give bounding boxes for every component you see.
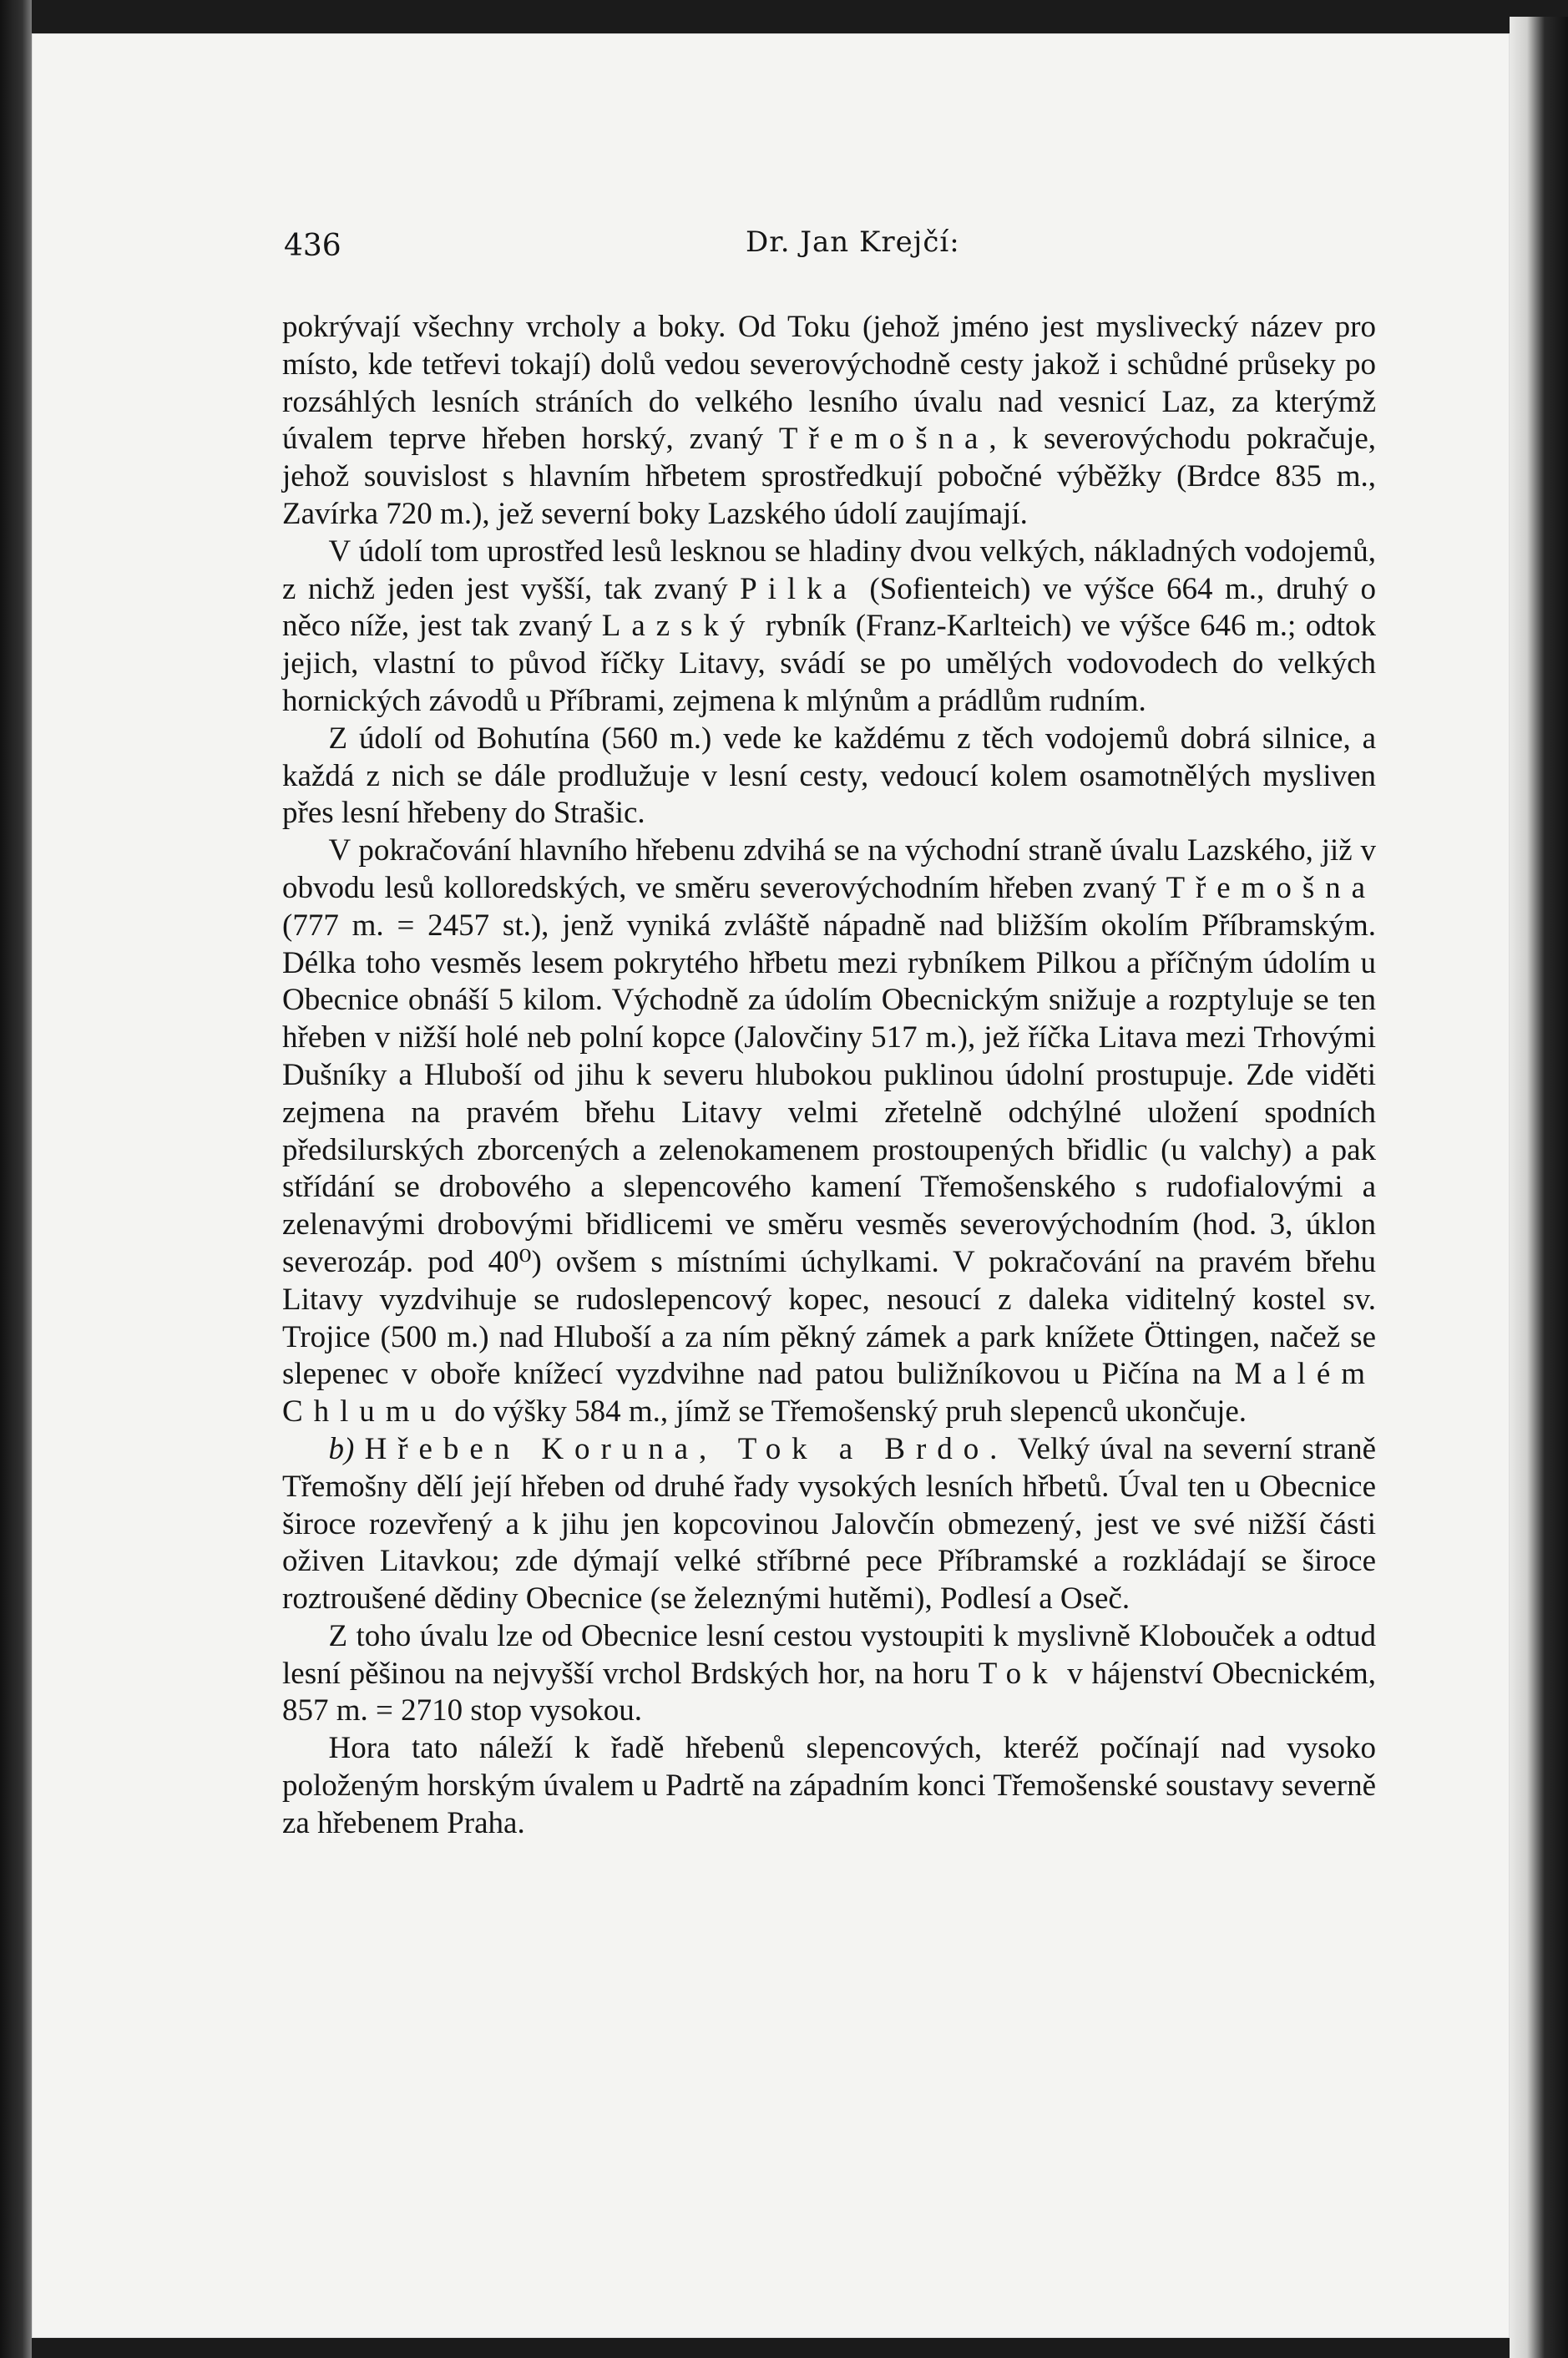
section-heading: Hřeben Koruna, Tok a Brdo.: [364, 1431, 1009, 1466]
spaced-term: Tok: [978, 1656, 1059, 1691]
book-page: [32, 33, 1510, 2338]
book-gutter-left: [0, 0, 32, 2358]
spaced-term: Malém Chlumu: [282, 1357, 1376, 1429]
paragraph-3: Z údolí od Bohutína (560 m.) vede ke každému z těch vodojemů dobrá silnice, a každá z nich se dále prodlužuje v lesní cesty, vedoucí kolem osamotnělých mysliven přes lesní hřebeny do Strašic.: [282, 721, 1376, 831]
spaced-term: Třemošna: [778, 422, 989, 457]
paragraph-5: b) Hřeben Koruna, Tok a Brdo. Velký úval na severní straně Třemošny dělí její hřeben od druhé řady vysokých lesních hřbetů. Úval ten u Obecnice široce rozevřený a k jihu jen kopcovinou Jalovčín obmezený, jest ve své nižší části oživen Litavkou; zde dýmají velké stříbrné pece Příbramské a rozkládají se široce roztroušené dědiny Obecnice (se železnými hutěmi), Podlesí a Oseč.: [282, 1431, 1377, 1617]
paragraph-2: V údolí tom uprostřed lesů lesknou se hladiny dvou velkých, nákladných vodojemů, z nichž jeden jest vyšší, tak zvaný Pilka (Sofienteich) ve výšce 664 m., druhý o něco níže, jest tak zvaný Lazský rybník (Franz-Karlteich) ve výšce 646 m.; odtok jejich, vlastní to původ říčky Litavy, svádí se po umělých vodovodech do velkých hornických závodů u Příbrami, zejmena k mlýnům a prádlům rudním.: [282, 534, 1376, 718]
section-label: b): [328, 1431, 355, 1466]
book-page-edge-right: [1510, 17, 1568, 2358]
body-text: [282, 309, 1376, 1843]
spaced-term: Lazský: [601, 609, 756, 644]
paragraph-1: pokrývají všechny vrcholy a boky. Od Toku (jehož jméno jest myslivecký název pro místo, kde tetřevi tokají) dolů vedou severovýchodně cesty jakož i schůdné průseky po rozsáhlých lesních stráních do velkého lesního úvalu nad vesnicí Laz, za kterýmž úvalem teprve hřeben horský, zvaný Třemošna, k severovýchodu pokračuje, jehož souvislost s hlavním hřbetem sprostředkují pobočné výběžky (Brdce 835 m., Zavírka 720 m.), jež severní boky Lazského údolí zaujímají.: [282, 310, 1376, 531]
spaced-term: Třemošna: [1166, 870, 1376, 905]
paragraph-6: Z toho úvalu lze od Obecnice lesní cestou vystoupiti k myslivně Klobouček a odtud lesní pěšinou na nejvyšší vrchol Brdských hor, na horu Tok v hájenství Obecnickém, 857 m. = 2710 stop vysokou.: [282, 1618, 1376, 1728]
page-number: 436: [284, 229, 341, 263]
running-head: [32, 219, 1510, 269]
running-title: Dr. Jan Krejčí:: [746, 225, 960, 259]
spaced-term: Pilka: [740, 571, 857, 606]
paragraph-7: Hora tato náleží k řadě hřebenů slepencových, kteréž počínají nad vysoko položeným horským úvalem u Padrtě na západním konci Třemošenské soustavy severně za hřebenem Praha.: [282, 1731, 1376, 1840]
paragraph-4: V pokračování hlavního hřebenu zdvihá se na východní straně úvalu Lazského, již v obvodu lesů kolloredských, ve směru severovýchodním hřeben zvaný Třemošna (777 m. = 2457 st.), jenž vyniká zvláště nápadně nad bližším okolím Příbramským. Délka toho vesměs lesem pokrytého hřbetu mezi rybníkem Pilkou a příčným údolím u Obecnice obnáší 5 kilom. Východně za údolím Obecnickým snižuje a rozptyluje se ten hřeben v nižší holé neb polní kopce (Jalovčiny 517 m.), jež říčka Litava mezi Trhovými Dušníky a Hluboší od jihu k severu hlubokou puklinou údolní prostupuje. Zde viděti zejmena na pravém břehu Litavy velmi zřetelně odchýlné uložení spodních předsilurských zborcených a zelenokamenem prostoupených břidlic (u valchy) a pak střídání se drobového a slepencového kamení Třemošenského s rudofialovými a zelenavými drobovými břidlicemi ve směru vesměs severovýchodním (hod. 3, úklon severozáp. pod 40⁰) ovšem s místními úchylkami. V pokračování na pravém břehu Litavy vyzdvihuje se rudoslepencový kopec, nesoucí z daleka viditelný kostel sv. Trojice (500 m.) nad Hluboší a za ním pěkný zámek a park knížete Öttingen, načež se slepenec v oboře knížecí vyzdvihne nad patou buližníkovou u Pičína na Malém Chlumu do výšky 584 m., jímž se Třemošenský pruh slepenců ukončuje.: [282, 833, 1376, 1429]
